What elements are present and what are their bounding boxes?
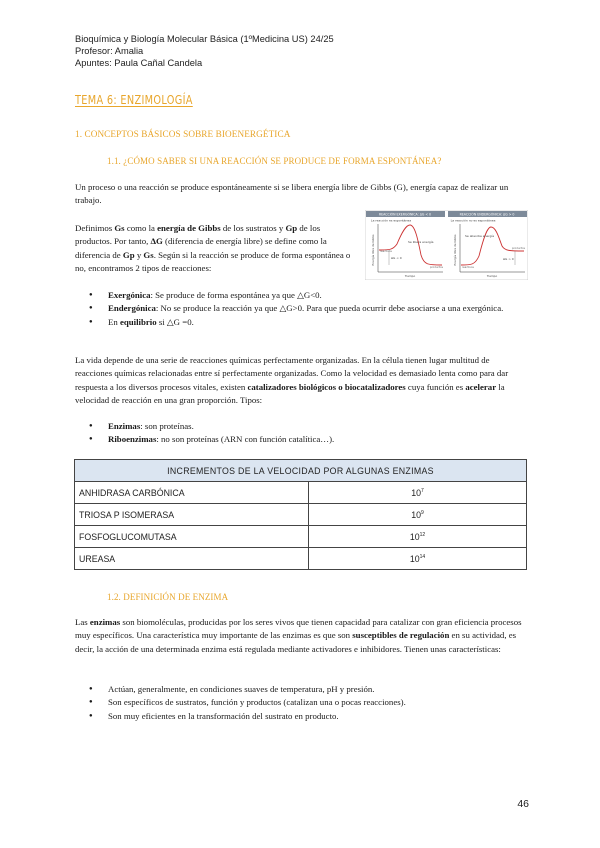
right-reactants-label: reactivos bbox=[462, 266, 474, 269]
subsection-1-1-title: 1.1. ¿CÓMO SABER SI UNA REACCIÓN SE PRODUCE DE FORMA ESPONTÁNEA? bbox=[107, 156, 442, 166]
table-title: INCREMENTOS DE LA VELOCIDAD POR ALGUNAS ENZIMAS bbox=[75, 460, 527, 482]
left-y-label: Energía libre de Gibbs bbox=[371, 234, 375, 266]
enzyme-increment: $10^7$ bbox=[309, 482, 527, 504]
table-row bbox=[75, 482, 527, 504]
paragraph-gibbs: Definimos Gs como la energía de Gibbs de los sustratos y Gp de los productos. Por tanto, ΔG (diferencia de energía libre) se define como la diferencia de Gp y Gs. Según si la reacción se produce de forma espontánea o no, encontramos 2 tipos de reacciones: bbox=[75, 223, 351, 274]
paragraph-spontaneous: Un proceso o una reacción se produce espontáneamente si se libera energía libre de Gibbs (G), energía capaz de realizar un trabajo. bbox=[75, 182, 509, 206]
left-products-label: productos bbox=[430, 266, 443, 269]
list-item-ribozymes: ● Riboenzimas: no son proteínas (ARN con función catalítica…). bbox=[89, 433, 527, 446]
left-delta-g: ΔG < 0 bbox=[391, 256, 402, 260]
left-diagram-header: REACCIÓN EXERGÓNICA: ΔG < 0 bbox=[378, 212, 432, 217]
enzyme-increment: $10^{12}$ bbox=[309, 526, 527, 548]
list-item-feature: ● Actúan, generalmente, en condiciones suaves de temperatura, pH y presión. bbox=[89, 683, 527, 696]
table-row bbox=[75, 526, 527, 548]
enzyme-name: TRIOSA P ISOMERASA bbox=[75, 504, 309, 526]
enzyme-name: ANHIDRASA CARBÓNICA bbox=[75, 482, 309, 504]
left-reactants-label: reactivos bbox=[380, 250, 392, 253]
table-header-row bbox=[75, 460, 527, 482]
right-diagram-subtitle: La reacción no es espontánea bbox=[450, 218, 496, 223]
reaction-types-list bbox=[89, 289, 527, 329]
paragraph-biocatalysts: La vida depende de una serie de reacciones químicas perfectamente organizadas. En la célula tienen lugar multitud de reacciones químicas relacionadas entre sí perfectamente organizadas. Como la velocidad es demasiado lenta como para dar respuesta a los diversos procesos vitales, existen catalizadores biológicos o biocatalizadores cuya función es acelerar la velocidad de reacción en una gran proporción. Tipos: bbox=[75, 355, 509, 406]
list-item-endergonic: ● Endergónica: No se produce la reacción ya que △G>0. Para que pueda ocurrir debe asociarse a una exergónica. bbox=[89, 302, 527, 315]
right-y-label: Energía libre de Gibbs bbox=[453, 234, 457, 266]
enzyme-name: UREASA bbox=[75, 548, 309, 570]
left-diagram-subtitle: La reacción es espontánea bbox=[370, 218, 412, 223]
left-x-label: Tiempo bbox=[404, 274, 416, 278]
subsection-1-2-title: 1.2. DEFINICIÓN DE ENZIMA bbox=[107, 592, 229, 602]
right-products-label: productos bbox=[512, 247, 525, 250]
list-item-feature: ● Son específicos de sustratos, función y productos (catalizan una o pocas reacciones). bbox=[89, 696, 527, 709]
gibbs-energy-diagram bbox=[365, 210, 528, 280]
enzyme-velocity-table bbox=[74, 459, 527, 570]
paragraph-enzyme-definition: Las enzimas son biomoléculas, producidas por los seres vivos que tienen capacidad para catalizar con gran eficiencia procesos muy específicos. Una característica muy importante de las enzimas es que son susceptibles de regulación en su actividad, es decir, la acción de una determinada enzima está regulada mediante activadores e inhibidores. Tienen unas características: bbox=[75, 617, 522, 654]
header-author: Apuntes: Paula Cañal Candela bbox=[75, 58, 203, 68]
header-course: Bioquímica y Biología Molecular Básica (1ºMedicina US) 24/25 bbox=[75, 34, 334, 44]
tema-title: TEMA 6: ENZIMOLOGÍA bbox=[75, 92, 193, 107]
right-diagram-header: REACCIÓN ENDERGÓNICA: ΔG > 0 bbox=[459, 212, 515, 217]
section-1-title: 1. CONCEPTOS BÁSICOS SOBRE BIOENERGÉTICA bbox=[75, 129, 291, 139]
header-professor: Profesor: Amalia bbox=[75, 46, 144, 56]
right-x-label: Tiempo bbox=[486, 274, 498, 278]
list-item-feature: ● Son muy eficientes en la transformación del sustrato en producto. bbox=[89, 710, 527, 723]
list-item-equilibrium: ● En equilibrio si △G =0. bbox=[89, 316, 527, 329]
enzyme-features-list bbox=[89, 683, 527, 723]
right-energy-note: Se absorbe energía bbox=[465, 234, 495, 238]
right-delta-g: ΔG > 0 bbox=[503, 257, 514, 261]
enzyme-increment: $10^9$ bbox=[309, 504, 527, 526]
table-row bbox=[75, 548, 527, 570]
enzyme-increment: $10^{14}$ bbox=[309, 548, 527, 570]
list-item-enzymes: ● Enzimas: son proteínas. bbox=[89, 420, 527, 433]
catalyst-types-list bbox=[89, 420, 527, 447]
left-energy-note: Se libera energía bbox=[408, 240, 434, 244]
page-number: 46 bbox=[517, 798, 529, 810]
enzyme-name: FOSFOGLUCOMUTASA bbox=[75, 526, 309, 548]
list-item-exergonic: ● Exergónica: Se produce de forma espontánea ya que △G<0. bbox=[89, 289, 527, 302]
table-row bbox=[75, 504, 527, 526]
